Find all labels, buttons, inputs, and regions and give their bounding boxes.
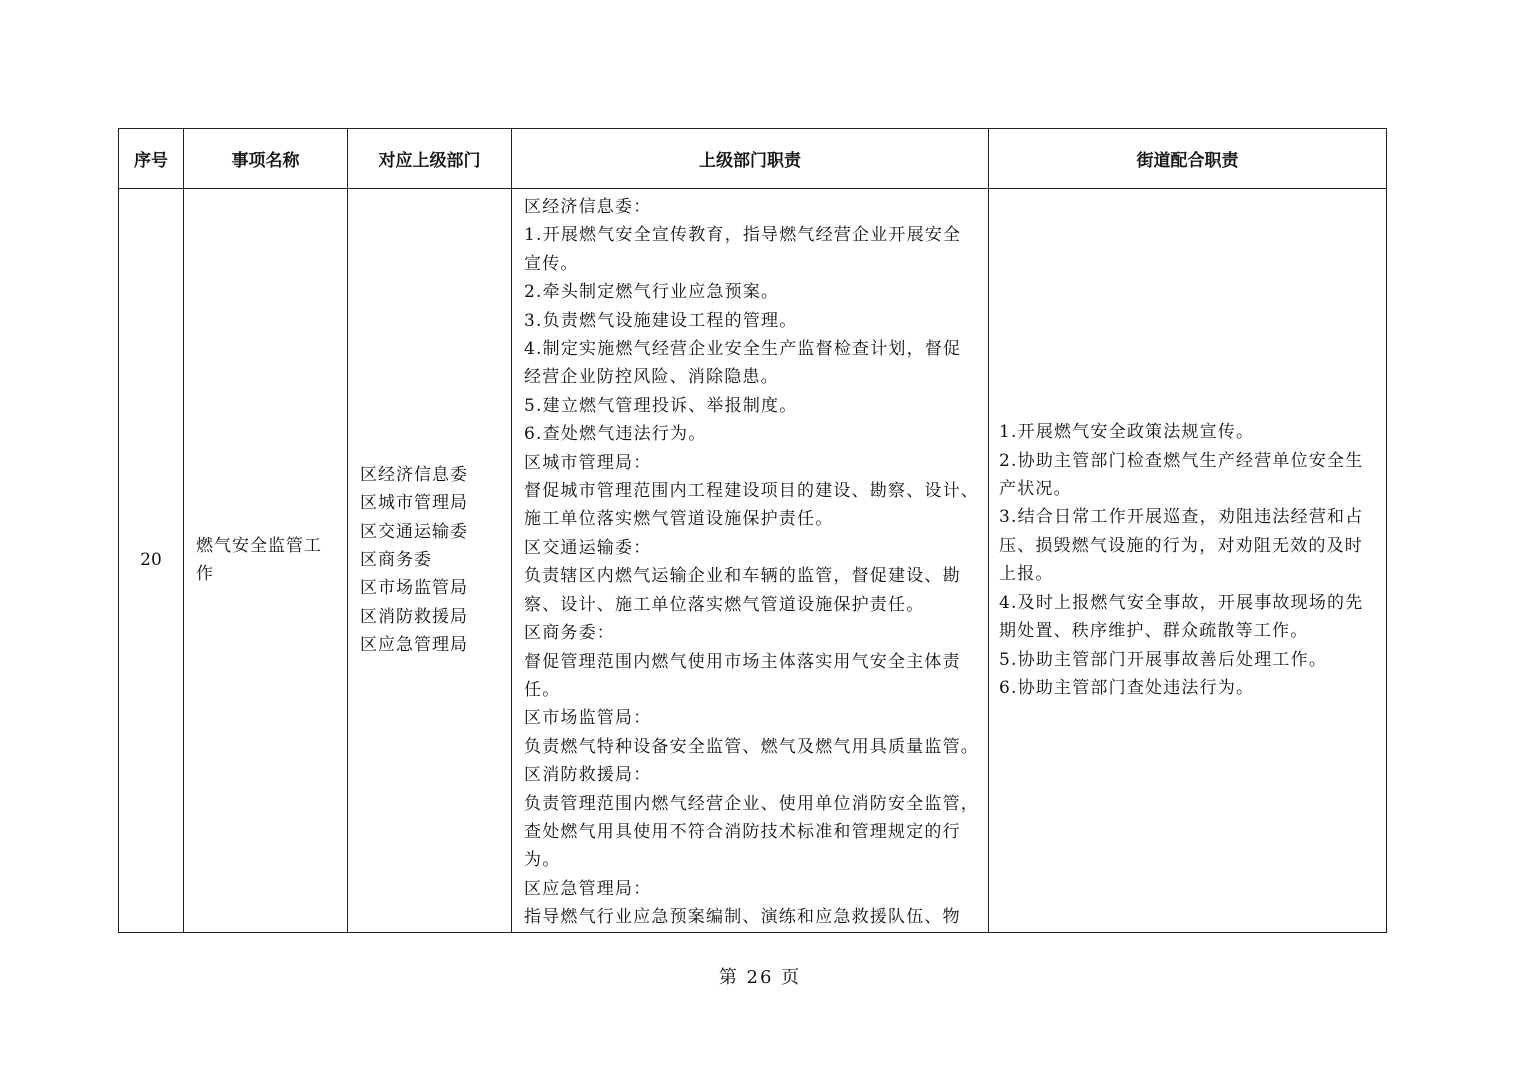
header-street-duties: 街道配合职责 [989, 129, 1387, 189]
department-item: 区交通运输委 [360, 521, 468, 542]
street-duty-line: 产状况。 [999, 479, 1072, 500]
row-street-duties [989, 189, 1387, 933]
header-superior-duties: 上级部门职责 [512, 129, 989, 189]
duty-line: 为。 [524, 850, 561, 871]
duty-line: 经营企业防控风险、消除隐患。 [524, 367, 779, 388]
street-duty-line: 3.结合日常工作开展巡查，劝阻违法经营和占 [999, 507, 1364, 528]
department-item: 区商务委 [360, 550, 432, 571]
duty-line: 施工单位落实燃气管道设施保护责任。 [524, 509, 834, 530]
department-item: 区城市管理局 [360, 493, 468, 514]
duty-line: 1.开展燃气安全宣传教育，指导燃气经营企业开展安全 [524, 225, 962, 246]
duty-line: 督促城市管理范围内工程建设项目的建设、勘察、设计、 [524, 481, 979, 502]
street-duty-line: 4.及时上报燃气安全事故，开展事故现场的先 [999, 592, 1364, 613]
department-item: 区消防救援局 [360, 606, 468, 627]
duty-line: 负责辖区内燃气运输企业和车辆的监管，督促建设、勘 [524, 566, 961, 587]
duty-line: 区应急管理局： [524, 878, 652, 899]
street-duty-line: 2.协助主管部门检查燃气生产经营单位安全生 [999, 450, 1364, 471]
table-header-row [119, 129, 1387, 189]
street-duty-line: 压、损毁燃气设施的行为，对劝阻无效的及时 [999, 535, 1363, 556]
department-item: 区市场监管局 [360, 578, 468, 599]
duty-line: 指导燃气行业应急预案编制、演练和应急救援队伍、物 [524, 907, 961, 928]
street-duty-line: 期处置、秩序维护、群众疏散等工作。 [999, 621, 1309, 642]
item-name-line: 作 [196, 564, 214, 585]
duty-line: 区消防救援局： [524, 765, 652, 786]
duty-line: 6.查处燃气违法行为。 [524, 424, 707, 445]
duty-line: 3.负责燃气设施建设工程的管理。 [524, 310, 798, 331]
item-name-line: 燃气安全监管工 [196, 536, 322, 557]
duty-line: 宣传。 [524, 253, 579, 274]
street-duty-line: 1.开展燃气安全政策法规宣传。 [999, 422, 1255, 443]
duty-line: 区交通运输委： [524, 537, 652, 558]
row-superior-duties [512, 189, 989, 933]
duty-line: 5.建立燃气管理投诉、举报制度。 [524, 395, 798, 416]
row-departments [348, 189, 512, 933]
duty-line: 任。 [524, 679, 561, 700]
street-duty-line: 5.协助主管部门开展事故善后处理工作。 [999, 649, 1328, 670]
duty-line: 区经济信息委： [524, 197, 652, 217]
table-row [119, 189, 1387, 933]
duty-line: 4.制定实施燃气经营企业安全生产监督检查计划，督促 [524, 339, 962, 360]
duty-line: 2.牵头制定燃气行业应急预案。 [524, 282, 780, 303]
street-duty-line: 6.协助主管部门查处违法行为。 [999, 677, 1255, 698]
responsibility-table [118, 128, 1387, 933]
duty-line: 察、设计、施工单位落实燃气管道设施保护责任。 [524, 594, 925, 615]
duty-line: 负责燃气特种设备安全监管、燃气及燃气用具质量监管。 [524, 736, 979, 757]
row-item-name [184, 189, 348, 933]
street-duty-line: 上报。 [999, 564, 1054, 585]
duty-line: 负责管理范围内燃气经营企业、使用单位消防安全监管， [524, 793, 979, 814]
duty-line: 查处燃气用具使用不符合消防技术标准和管理规定的行 [524, 821, 961, 842]
header-item-name: 事项名称 [184, 129, 348, 189]
duty-line: 督促管理范围内燃气使用市场主体落实用气安全主体责 [524, 651, 961, 672]
header-superior-department: 对应上级部门 [348, 129, 512, 189]
header-number: 序号 [119, 129, 184, 189]
page-number: 第 26 页 [718, 967, 802, 988]
department-item: 区应急管理局 [360, 635, 468, 656]
duty-line: 区商务委： [524, 623, 615, 644]
row-number: 20 [119, 189, 184, 933]
duty-line: 区市场监管局： [524, 708, 652, 729]
duty-line: 区城市管理局： [524, 452, 652, 473]
department-item: 区经济信息委 [360, 464, 468, 485]
